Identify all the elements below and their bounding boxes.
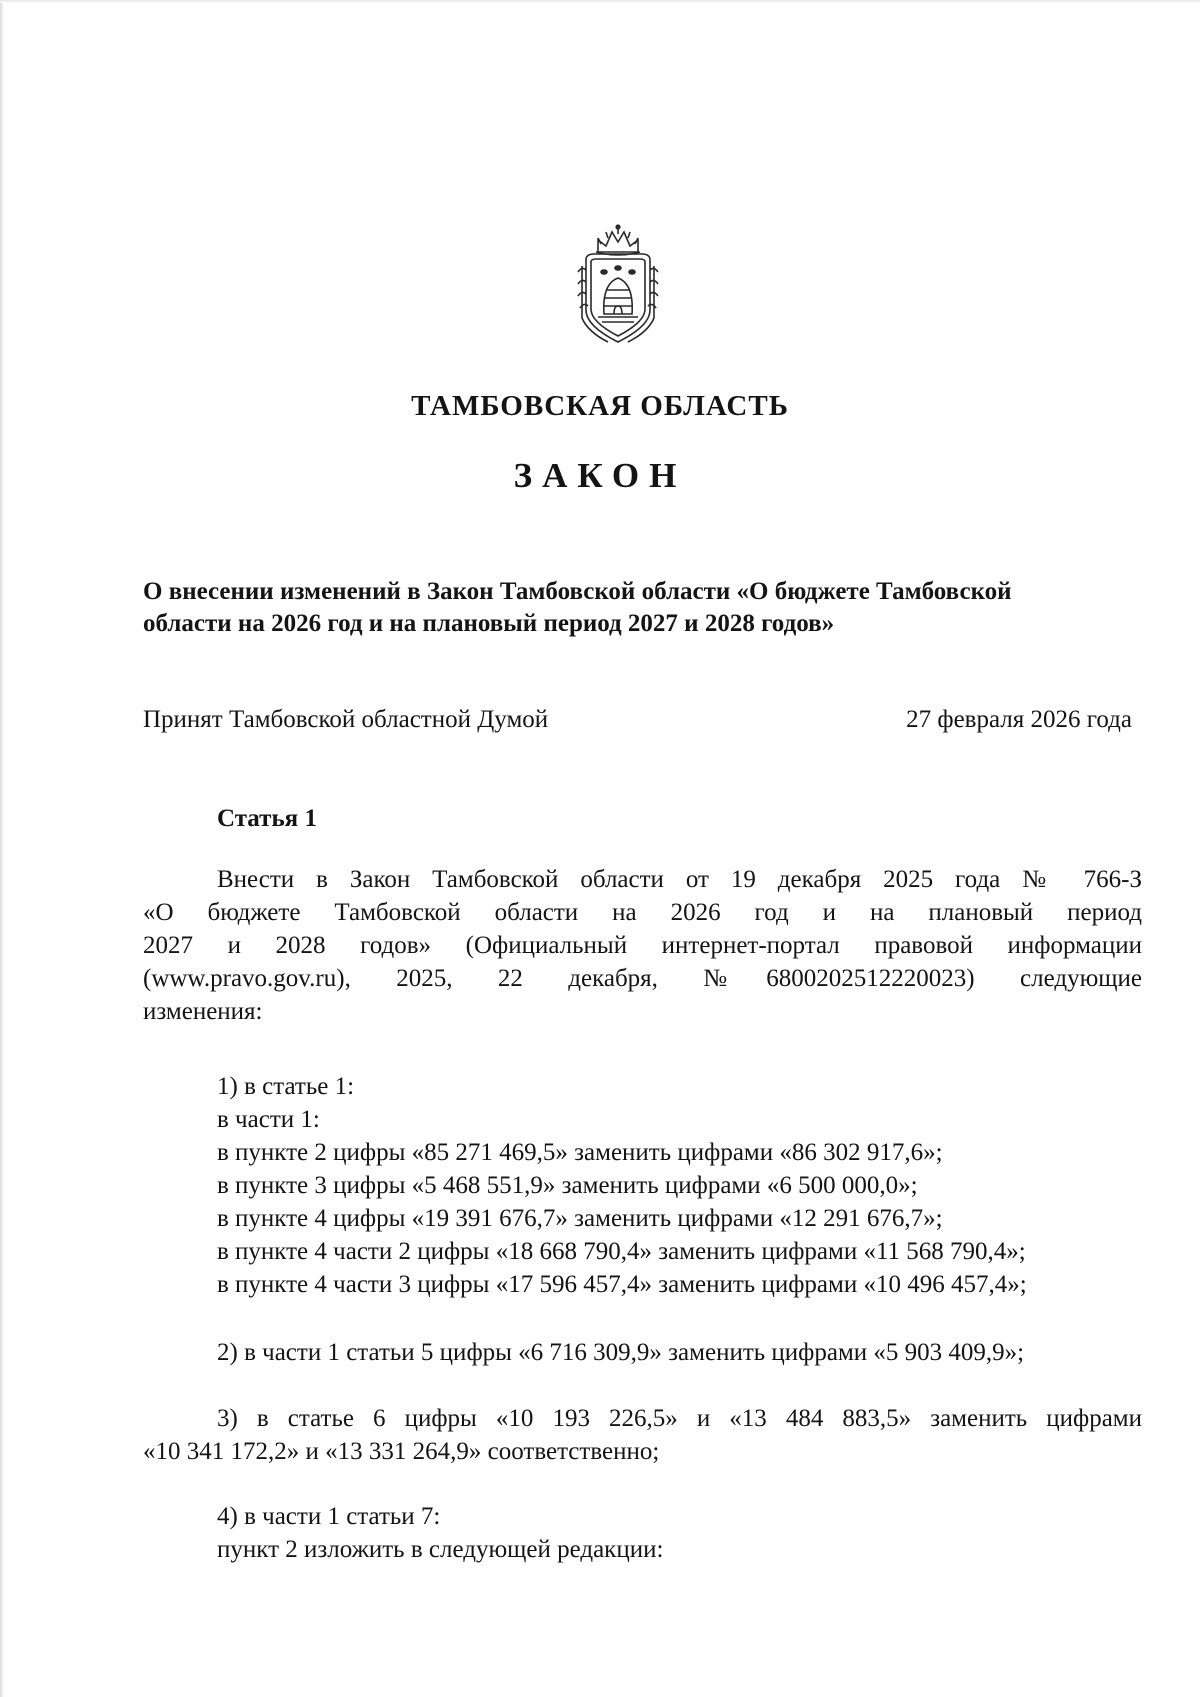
paragraph-line: (www.pravo.gov.ru), 2025, 22 декабря, №6800202512220023) следующие (143, 965, 1142, 992)
list-item: в части 1: (217, 1106, 320, 1133)
list-item: в пункте 4 части 3 цифры «17 596 457,4» заменить цифрами «10 496 457,4»; (217, 1271, 1027, 1298)
amendment-item-2 (217, 1336, 1024, 1369)
article-heading: Статья 1 (217, 805, 317, 832)
list-item: в пункте 4 части 2 цифры «18 668 790,4» заменить цифрами «11 568 790,4»; (217, 1238, 1026, 1265)
adopted-by: Принят Тамбовской областной Думой (143, 706, 549, 733)
paragraph-line: Внести в Закон Тамбовской области от 19 декабря 2025 года № 766-З (217, 866, 1142, 893)
region-heading: ТАМБОВСКАЯ ОБЛАСТЬ (411, 390, 789, 422)
scan-left-edge (0, 0, 4, 1697)
list-item: 4) в части 1 статьи 7: (217, 1503, 441, 1530)
paragraph-line: «10 341 172,2» и «13 331 264,9» соответственно; (143, 1438, 660, 1465)
amendment-item-4 (217, 1500, 663, 1566)
list-item: 2) в части 1 статьи 5 цифры «6 716 309,9» заменить цифрами «5 903 409,9»; (217, 1339, 1025, 1366)
paragraph-line: 2027 и 2028 годов» (Официальный интернет-портал правовой информации (143, 932, 1142, 959)
law-title (143, 576, 1143, 640)
coat-of-arms-icon (568, 222, 668, 347)
paragraph-line: «О бюджете Тамбовской области на 2026 год и на плановый период (143, 899, 1142, 926)
paragraph-line: изменения: (143, 998, 263, 1025)
list-item: 1) в статье 1: (217, 1073, 355, 1100)
document-type-heading: ЗАКОН (513, 456, 687, 495)
adoption-date: 27 февраля 2026 года (906, 706, 1132, 733)
list-item: пункт 2 изложить в следующей редакции: (217, 1536, 664, 1563)
list-item: в пункте 3 цифры «5 468 551,9» заменить цифрами «6 500 000,0»; (217, 1172, 918, 1199)
amendment-item-3 (143, 1402, 1142, 1468)
list-item: в пункте 4 цифры «19 391 676,7» заменить цифрами «12 291 676,7»; (217, 1205, 943, 1232)
law-title-line: области на 2026 год и на плановый период 2027 и 2028 годов» (143, 610, 835, 637)
law-title-line: О внесении изменений в Закон Тамбовской области «О бюджете Тамбовской (143, 578, 1012, 605)
intro-paragraph (143, 863, 1142, 1028)
scan-top-edge (0, 0, 1200, 3)
list-item: в пункте 2 цифры «85 271 469,5» заменить цифрами «86 302 917,6»; (217, 1139, 943, 1166)
paragraph-line: 3) в статье 6 цифры «10 193 226,5» и «13 484 883,5» заменить цифрами (217, 1405, 1142, 1432)
amendment-item-1 (217, 1070, 1027, 1301)
